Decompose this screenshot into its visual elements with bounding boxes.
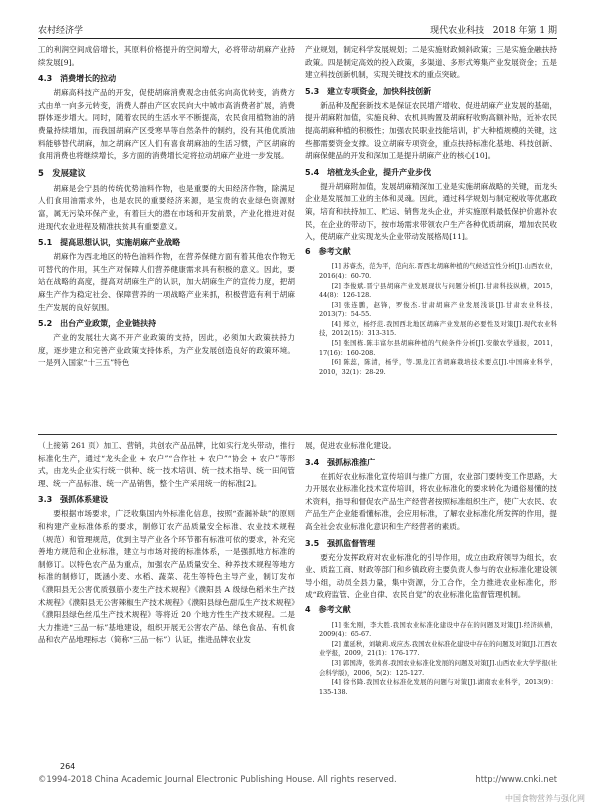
paragraph: 胡麻作为西北地区的特色油料作物，在营养保健方面有着其他农作物无可替代的作用，其生产对保障人们营养健康需求具有积极的意义。因此，要站在战略的高度，提高对胡麻生产的认识，加大胡麻生产的宣传力度，把胡麻生产作为稳定社会、保障营养的一项战略产业来抓，积极营造有利于胡麻生产发展的良好氛围。 — [38, 252, 295, 312]
section-heading: 5.2 出台产业政策，企业链扶持 — [38, 319, 157, 329]
section-heading: 3.4 强抓标准推广 — [305, 457, 376, 467]
paragraph: 提升胡麻附加值，发展胡麻精深加工业是实施胡麻战略的关键，而龙头企业是发展加工业的主体和灵魂。因此，通过科学规划与制定税收等优惠政策，培育和扶持加工、贮运、销售龙头企业，并实施原料最低保护价惠补农民，在企业的带动下，按市场需求带领农户生产各种优质胡麻，增加农民收入，使胡麻产业实现龙头企业带动发展格局[11]。 — [305, 181, 557, 242]
lower-right-column — [305, 440, 557, 760]
reference-item: [1] 张允刚，李大胜.我国农业标准化建设中存在的问题及对策[J].经济纵横，2009(4)：65-67. — [319, 620, 557, 639]
reference-item: [2] 董延秋，刘敏莉.成应杰.我国农业标准化建设中存在的问题及对策[J].江西农业学报，2009，21(1)：176-177. — [319, 639, 557, 658]
paragraph: 要充分发挥政府对农业标准化的引导作用，成立由政府领导为组长，农业、质监工商、财政等部门和乡镇政府主要负责人参与的农业标准化建设领导小组，动员全县力量，集中资源，分工合作，全力推进农业标准化，形成“政府监管、企业自律、农民自觉”的农业标准化监督管理机制。 — [305, 552, 557, 600]
reference-list — [305, 621, 557, 698]
paragraph: 要根据市场要求，广泛收集国内外标准化信息，按照“查漏补缺”的原则和构建产业标准体系的要求，制修订农产品质量安全标准、农业技术规程（规范）和管理规范，优到主导产业各个环节都有标准可依的要求，补充完善地方规范和企业标准，建立与市场对接的标准体系，一是强抓地方标准的制修订。以特色农产品为重点，加强农产品质量安全、种养技术规程等地方标准的制修订，既涵小麦、水稻、蔬菜、花生等特色主导产业，制订发布《濮阳县无公害优质强筋小麦生产技术规程》《濮阳县 A 级绿色稻米生产技术规程》《濮阳县无公害辣椒生产技术规程》《濮阳县绿色甜瓜生产技术规程》《濮阳县绿色丝瓜生产技术规程》等将近 20 个地方性生产技术规程。二是大力推进“三品一标”基地建设，组织开展无公害农产品、绿色食品、有机食品和农产品地理标志（简称“三品一标”）认证，推进品牌农业发 — [38, 509, 295, 645]
journal-section-label: 农村经济学 — [38, 26, 84, 36]
article-divider — [38, 434, 557, 435]
section-heading: 3.5 强抓监督管理 — [305, 538, 376, 548]
reference-item: [1] 苏睿杰，范为平，范向东.晋西北胡麻种植的气候适宜性分析[J].山西农业，2016(4)：60-70. — [319, 262, 557, 280]
lower-left-column — [38, 440, 295, 760]
section-heading: 3.3 强抓体系建设 — [38, 495, 109, 505]
references-heading: 4 参考文献 — [305, 604, 351, 614]
reference-item: [6] 陈蕊，陈清，杨学，等.黑龙江省胡麻栽培技术要点[J].中国麻业科学，2010，32(1)：28-29. — [319, 358, 557, 376]
reference-item: [3] 郭国涛，张鸿喜.我国农业标准化发展的问题及对策[J].山西农业大学学报(社会科学版)，2006，5(2)：125-127. — [319, 658, 557, 677]
paragraph-text: 加工、营销，共创农产品品牌，比如实行龙头带动，推行标准化生产，通过“龙头企业 + 农户”“合作社 + 农户”“协会 + 农户”等形式，由龙头企业实行统一供种、统一技术培训、统一技术指导、统一田间管理、统一产品标准、统一产品销售，整个生产采用统一的标准[2]。 — [38, 441, 295, 488]
site-url[interactable]: http://www.cnki.net — [475, 774, 557, 784]
paragraph: 胡麻是会宁县的传统优势油料作物，也是重要的大田经济作物，除满足人们食用油需求外，也是农民的重要经济来源，是宝贵的农业绿色资源财富，属无污染环保产业，有着巨大的潜在市场和开发前景，产业化推进对促进现代农业进程及精准扶贫具有重要意义。 — [38, 183, 295, 231]
paragraph: 产业的发展壮大离不开产业政策的支持，因此，必须加大政策扶持力度，逐步建立和完善产业政策支持体系，为产业发展创造良好的政策环境。一是列入国家“十三五”特色 — [38, 333, 295, 368]
paragraph: 胡麻高科技产品的开发，促使胡麻消费观念由低劣向高优转变，消费方式由单一向多元转变，消费人群由产区农民向大中城市高消费者扩展，消费群体逐步增大。同时，随着农民的生活水平不断提高，农民食用植物油的消费量持续增加，而我国胡麻产区受寒旱等自然条件的制约，没有其他优质油料能够替代胡麻，加之胡麻产区人们有喜食胡麻油的生活习惯，产区胡麻的食用消费也将继续增长，多方面的消费增长定将拉动胡麻产业进一步发展。 — [38, 88, 295, 161]
reference-item: [4] 徐书降.我国农业标准化发展的问题与对策[J].湖南农业科学，2013(9)：135-138. — [319, 678, 557, 696]
reference-item: [2] 李俊斌.晋宁县胡麻产业发展现状与问题分析[J].甘肃科技纵横，2015，44(8)：126-128. — [319, 281, 557, 300]
upper-left-column — [38, 44, 295, 432]
section-heading: 5.3 建立专项资金，加快科技创新 — [305, 86, 432, 96]
reference-item: [5] 张国栋.陈丰富尔县胡麻种植的气候条件分析[J].安徽农学通报，2011，17(16)：160-208. — [319, 339, 557, 357]
journal-name: 现代农业科技 — [430, 26, 485, 36]
paragraph: 产业规划，制定科学发展规划；二是实施财政倾斜政策；三是实施金融扶持政策。四是制定高效的投入政策，多渠道、多形式筹集产业发展资金；五是建立科技创新机制，实现关键技术的重点突破。 — [305, 45, 557, 80]
page-number: 264 — [60, 762, 76, 771]
reference-list — [305, 262, 557, 377]
page-footer — [38, 774, 557, 784]
reference-item: [3] 张连鹏，赵锋，罗俊杰.甘肃胡麻产业发展浅谈[J].甘肃农业科技，2013(7)：54-55. — [319, 300, 557, 319]
upper-right-column — [305, 44, 557, 432]
reference-item: [4] 郑立，杨纾范.我国西北地区胡麻产业发展的必要性及对策[J].现代农业科技，2012(15)：313-315. — [319, 319, 557, 338]
header-rule — [38, 38, 557, 39]
section-heading: 5.4 培植龙头企业，提升产业步伐 — [305, 167, 432, 177]
section-heading: 5.1 提高思想认识，实施胡麻产业战略 — [38, 238, 181, 248]
continuation-label: （上接第 261 页） — [38, 441, 104, 450]
journal-title-issue — [430, 23, 557, 36]
paragraph: 工的利润空间成倍增长，其原料价格提升的空间增大，必将带动胡麻产业持续发展[9]。 — [38, 45, 295, 67]
section-heading: 4.3 消费增长的拉动 — [38, 74, 117, 84]
paragraph: 在抓好农业标准化宣传培训与推广方面，农业部门要转变工作思路，大力开展农业标准化技术宣传培训，将农业标准化的要求转化为通俗易懂的技术资料，指导和督促农产品生产经营者按照标准组织生产，使广大农民、农产品生产企业能看懂标准，会应用标准，了解农业标准化所发挥的作用，提高全社会农业标准化意识和生产经营者的素质。 — [305, 471, 557, 531]
copyright-notice: ©1994-2018 China Academic Journal Electronic Publishing House. All rights reserved. — [38, 774, 397, 784]
watermark: 中国食物营养与强化网 — [505, 794, 585, 803]
year-issue: 2018 年第 1 期 — [492, 26, 557, 36]
paragraph: 新品种及配套新技术是保证农民增产增收、促进胡麻产业发展的基础，提升胡麻附加值，实施良种、农机具购置及胡麻籽收购高额补贴，近补农民提高胡麻种植的积极性；加强农民职业技能培训，扩大种植规模的关键，这些都需要资金支撑。设立胡麻专项资金，重点扶持标准化基地、科技创新、胡麻保健品的开发和深加工是提升胡麻产业的核心[10]。 — [305, 100, 557, 161]
running-header — [38, 18, 557, 36]
paragraph: 展，促进农业标准化建设。 — [305, 441, 397, 450]
continuation-paragraph — [38, 440, 295, 490]
references-heading: 6 参考文献 — [305, 246, 351, 256]
section-heading: 5 发展建议 — [38, 167, 86, 178]
